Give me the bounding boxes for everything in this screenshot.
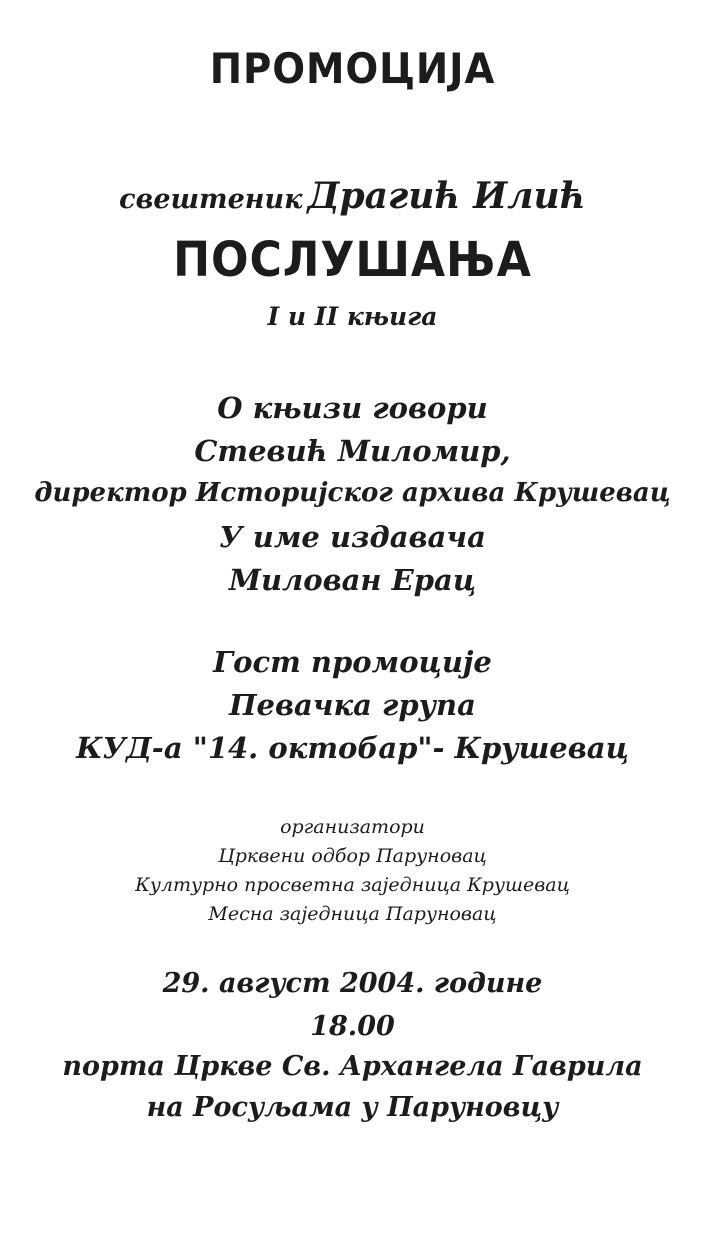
page-title: ПРОМОЦИЈА [209, 44, 496, 93]
event-place: порта Цркве Св. Архангела Гаврила [62, 1051, 643, 1082]
speaker-intro: О књизи говори [217, 391, 488, 425]
organizer-item: Месна заједница Паруновац [208, 903, 497, 925]
guest-ensemble: КУД-а "14. октобар"- Крушевац [76, 731, 629, 765]
organizer-item: Културно просветна заједница Крушевац [135, 874, 570, 896]
organizer-item: Црквени одбор Паруновац [218, 845, 487, 867]
guest-group: Певачка група [229, 688, 476, 722]
organizers-heading: организатори [280, 816, 425, 838]
book-title: ПОСЛУШАЊА [173, 232, 532, 288]
event-date: 29. август 2004. године [162, 968, 543, 999]
guest-intro: Гост промоције [213, 645, 492, 679]
volumes-label: I и II књига [267, 302, 438, 331]
author-name: Драгић Илић [307, 175, 586, 217]
speaker-name: Стевић Миломир, [194, 434, 511, 468]
event-time: 18.00 [310, 1011, 395, 1042]
publisher-name: Милован Ерац [228, 563, 477, 597]
speaker-role: директор Историјског архива Крушевац [34, 478, 671, 508]
author-prefix: свештеник [119, 184, 303, 215]
event-location: на Росуљама у Паруновцу [146, 1092, 559, 1123]
author-line [0, 175, 705, 217]
publisher-intro: У име издавача [219, 520, 486, 554]
